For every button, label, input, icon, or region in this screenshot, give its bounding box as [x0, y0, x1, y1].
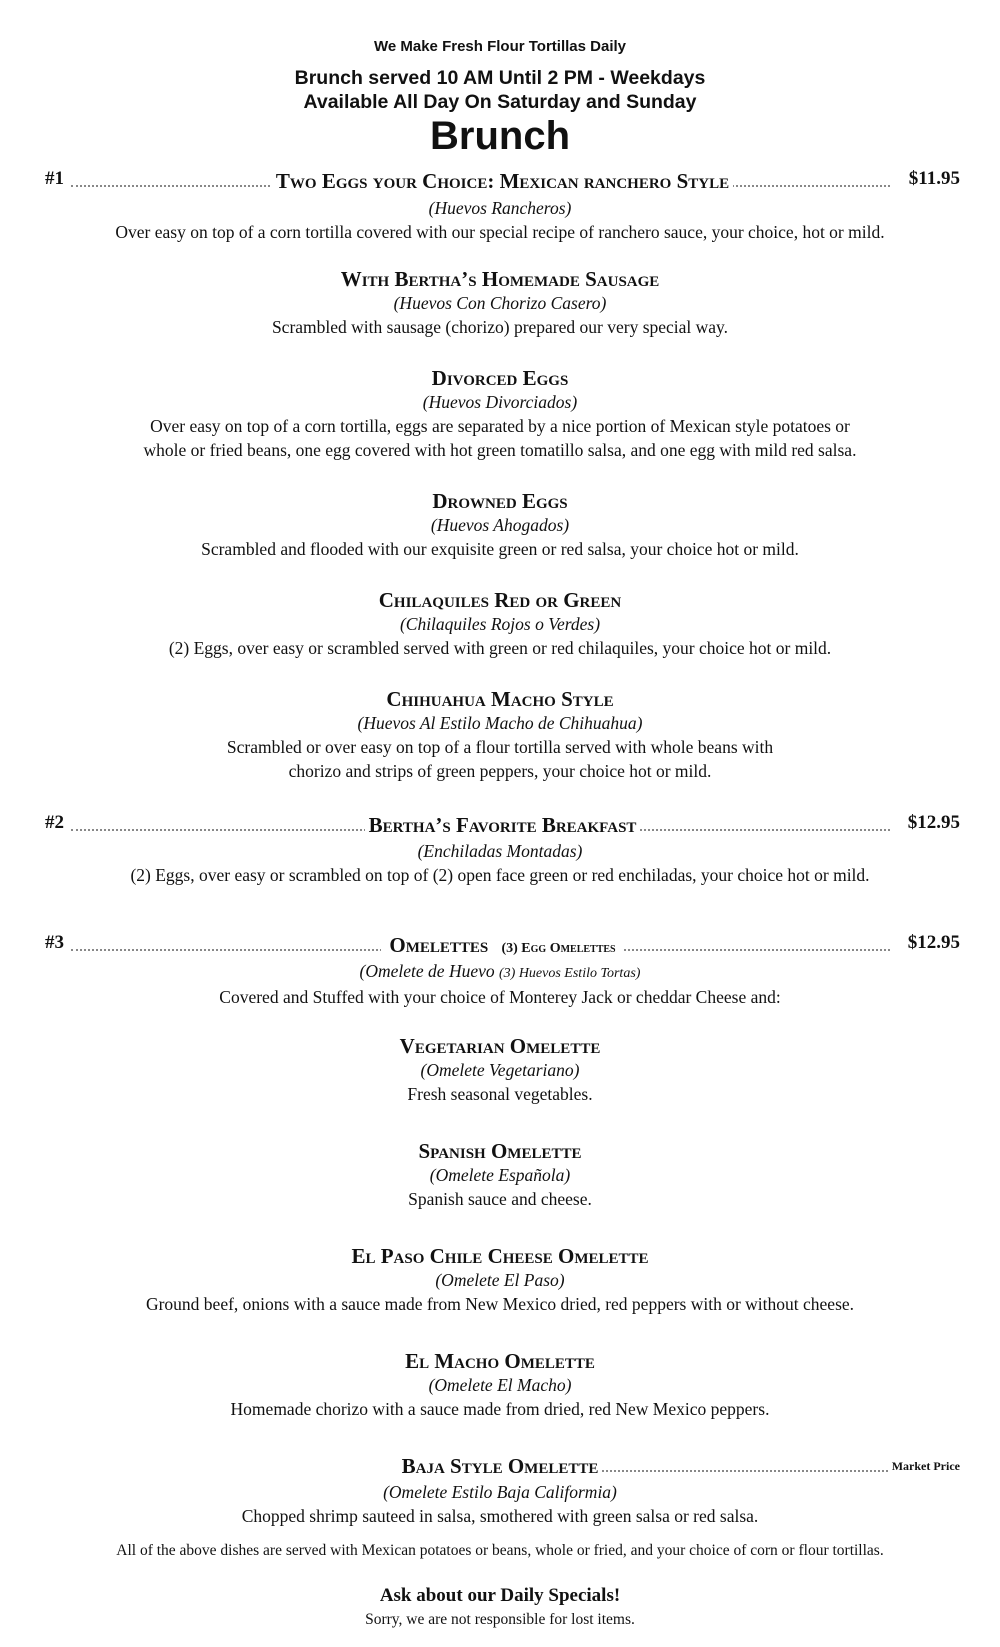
page-title: Brunch	[430, 114, 570, 158]
menu-item-elmacho	[0, 1348, 1000, 1421]
item-spanish-name: (Omelete Vegetariano)	[420, 1060, 580, 1080]
item-price: $11.95	[905, 168, 960, 190]
item-name: Baja Style Omelette	[401, 1454, 599, 1478]
item-spanish-name: (Omelete de Huevo	[359, 961, 495, 981]
item-description: (2) Eggs, over easy or scrambled served with green or red chilaquiles, your choice hot or mild.	[168, 638, 832, 658]
menu-item-omelettes	[0, 960, 1000, 1009]
menu-item-rancheros-row	[45, 168, 960, 196]
menu-item-divorced	[0, 365, 1000, 462]
item-description: (2) Eggs, over easy or scrambled on top of (2) open face green or red enchiladas, your choice hot or mild.	[130, 865, 870, 885]
item-name: Omelettes	[385, 933, 492, 957]
item-spanish-name: (Chilaquiles Rojos o Verdes)	[399, 614, 601, 634]
menu-item-baja-row	[0, 1453, 960, 1481]
disclaimer: Sorry, we are not responsible for lost items.	[365, 1611, 635, 1628]
item-name: Drowned Eggs	[432, 489, 568, 513]
menu-item-baja	[0, 1481, 1000, 1528]
item-description: Scrambled with sausage (chorizo) prepared our very special way.	[271, 317, 729, 337]
item-spanish-name: (Enchiladas Montadas)	[417, 841, 583, 861]
item-name: Two Eggs your Choice: Mexican ranchero Style	[272, 169, 733, 193]
menu-item-elpaso	[0, 1243, 1000, 1316]
item-spanish-name: (Huevos Divorciados)	[422, 392, 578, 412]
menu-item-chorizo	[0, 266, 1000, 339]
item-description-line-1: Over easy on top of a corn tortilla, eggs are separated by a nice portion of Mexican style potatoes or	[150, 416, 850, 436]
item-description-line-1: Scrambled or over easy on top of a flour tortilla served with whole beans with	[226, 737, 774, 757]
item-description: Homemade chorizo with a sauce made from dried, red New Mexico peppers.	[230, 1399, 770, 1419]
item-description: Fresh seasonal vegetables.	[407, 1084, 593, 1104]
item-number: #2	[45, 812, 67, 834]
item-description: Ground beef, onions with a sauce made from New Mexico dried, red peppers with or without cheese.	[145, 1294, 855, 1314]
item-name: Bertha’s Favorite Breakfast	[365, 813, 641, 837]
item-description: Spanish sauce and cheese.	[408, 1189, 592, 1209]
menu-item-favorite-row	[45, 812, 960, 840]
menu-item-rancheros	[0, 197, 1000, 244]
item-description-line-2: chorizo and strips of green peppers, your choice hot or mild.	[288, 761, 712, 781]
item-spanish-name: (Huevos Con Chorizo Casero)	[393, 293, 607, 313]
item-name: Vegetarian Omelette	[399, 1034, 601, 1058]
tagline: We Make Fresh Flour Tortillas Daily	[373, 38, 626, 55]
menu-item-spanish-omelette	[0, 1138, 1000, 1211]
item-price: $12.95	[904, 812, 960, 834]
item-name-suffix: (3) Egg Omelettes	[497, 941, 619, 956]
item-name: Chilaquiles Red or Green	[378, 588, 622, 612]
item-number: #1	[45, 168, 67, 190]
item-spanish-name: (Omelete Estilo Baja Califormia)	[383, 1482, 617, 1502]
item-name: Divorced Eggs	[431, 366, 569, 390]
item-description: Covered and Stuffed with your choice of Monterey Jack or cheddar Cheese and:	[219, 987, 781, 1007]
footer-note: All of the above dishes are served with Mexican potatoes or beans, whole or fried, and your choice of corn or flour tortillas.	[116, 1542, 884, 1559]
hours-line-1: Brunch served 10 AM Until 2 PM - Weekdays	[294, 67, 706, 89]
hours-line-2: Available All Day On Saturday and Sunday	[303, 91, 697, 113]
menu-item-omelettes-row	[45, 932, 960, 960]
menu-item-drowned	[0, 488, 1000, 561]
item-price: Market Price	[891, 1459, 960, 1473]
item-spanish-name: (Omelete El Paso)	[435, 1270, 565, 1290]
item-name: Chihuahua Macho Style	[386, 687, 614, 711]
menu-item-chihuahua	[0, 686, 1000, 783]
item-spanish-suffix: (3) Huevos Estilo Tortas)	[499, 966, 641, 981]
item-spanish-name: (Omelete El Macho)	[428, 1375, 572, 1395]
menu-item-favorite	[0, 840, 1000, 887]
menu-item-vegetarian	[0, 1033, 1000, 1106]
item-spanish-name: (Huevos Rancheros)	[428, 198, 572, 218]
item-description-line-2: whole or fried beans, one egg covered with hot green tomatillo salsa, and one egg with mild red salsa.	[143, 440, 857, 460]
menu-item-chilaquiles	[0, 587, 1000, 660]
item-spanish-name: (Huevos Al Estilo Macho de Chihuahua)	[357, 713, 643, 733]
item-name: Spanish Omelette	[418, 1139, 582, 1163]
item-description: Scrambled and flooded with our exquisite green or red salsa, your choice hot or mild.	[201, 539, 799, 559]
daily-specials: Ask about our Daily Specials!	[379, 1585, 621, 1606]
item-name: El Paso Chile Cheese Omelette	[351, 1244, 649, 1268]
item-spanish-name: (Huevos Ahogados)	[430, 515, 570, 535]
item-name: With Bertha’s Homemade Sausage	[340, 267, 660, 291]
item-description: Over easy on top of a corn tortilla covered with our special recipe of ranchero sauce, your choice, hot or mild.	[115, 222, 885, 242]
item-description: Chopped shrimp sauteed in salsa, smothered with green salsa or red salsa.	[241, 1506, 759, 1526]
item-spanish-name: (Omelete Española)	[429, 1165, 571, 1185]
item-name: El Macho Omelette	[405, 1349, 595, 1373]
item-price: $12.95	[904, 932, 960, 954]
item-number: #3	[45, 932, 67, 954]
